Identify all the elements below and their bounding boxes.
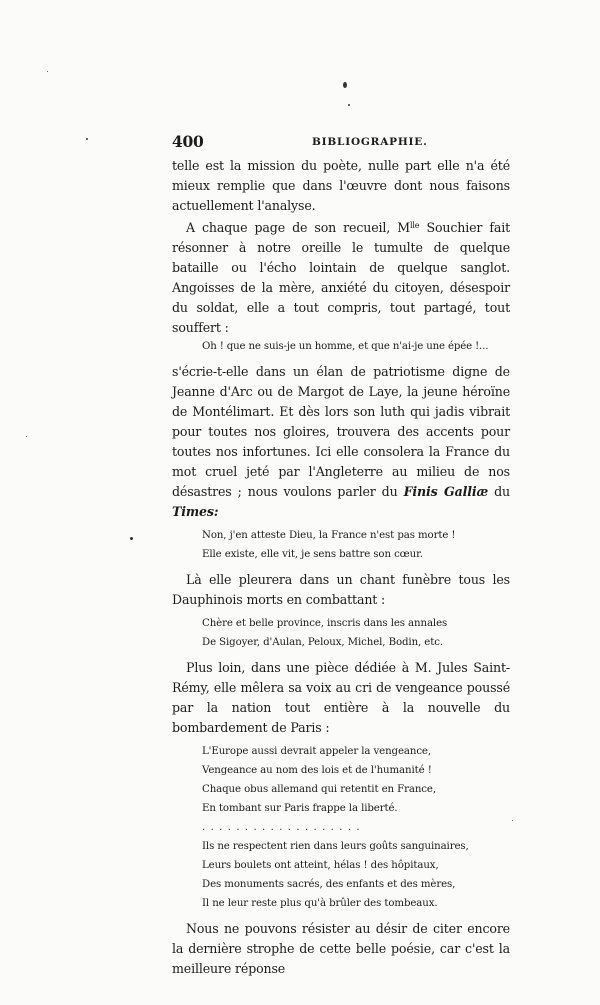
verse-line: Non, j'en atteste Dieu, la France n'est pas morte !: [202, 530, 456, 541]
paragraph-2-superscript: lle: [409, 221, 420, 230]
verse-line: Ils ne respectent rien dans leurs goûts sanguinaires,: [202, 841, 469, 852]
verse-line: De Sigoyer, d'Aulan, Peloux, Michel, Bodin, etc.: [202, 637, 443, 648]
running-head: BIBLIOGRAPHIE.: [312, 136, 428, 148]
paragraph-2-rest: Souchier fait résonner à notre oreille le tumulte de quelque bataille ou l'écho lointain de quelque sanglot. Angoisses de la mère, anxiété du citoyen, désespoir du soldat, elle a tout compris, tout partagé, tout souffert :: [172, 220, 510, 335]
verse-line: Leurs boulets ont atteint, hélas ! des hôpitaux,: [202, 860, 439, 871]
paragraph-6: Nous ne pouvons résister au désir de citer encore la dernière strophe de cette belle poésie, car c'est la meilleure réponse: [172, 921, 510, 976]
paragraph-3-italic-finis: Finis Galliæ: [403, 484, 489, 499]
verse-quote-1: Oh ! que ne suis-je un homme, et que n'ai-je une épée !...: [202, 341, 489, 352]
verse-quote-3: [172, 614, 510, 652]
verse-line: Chère et belle province, inscris dans les annales: [202, 618, 448, 629]
paragraph-5: Plus loin, dans une pièce dédiée à M. Jules Saint-Rémy, elle mêlera sa voix au cri de vengeance poussé par la nation tout entière à la nouvelle du bombardement de Paris :: [172, 660, 510, 735]
paragraph-3-start: s'écrie-t-elle dans un élan de patriotisme digne de Jeanne d'Arc ou de Margot de Laye, la jeune héroïne de Montélimart. Et dès lors son luth qui jadis vibrait pour toutes nos gloires, trouvera des accents pour toutes nos infortunes. Ici elle consolera la France du mot cruel jeté par l'Angleterre au milieu de nos désastres ; nous voulons parler du: [172, 364, 510, 499]
paragraph-2-start: A chaque page de son recueil, M: [186, 220, 410, 235]
body-text: [172, 156, 510, 979]
paragraph-1: telle est la mission du poète, nulle part elle n'a été mieux remplie que dans l'œuvre dont nous faisons actuellement l'analyse.: [172, 158, 510, 213]
verse-line: Vengeance au nom des lois et de l'humanité !: [202, 765, 432, 776]
verse-line: Chaque obus allemand qui retentit en France,: [202, 784, 436, 795]
paragraph-2: [172, 216, 510, 338]
paragraph-3-italic-times: Times:: [172, 504, 219, 519]
paragraph-4: Là elle pleurera dans un chant funèbre tous les Dauphinois morts en combattant :: [172, 572, 510, 607]
paragraph-3: [172, 362, 510, 522]
verse-line: Elle existe, elle vit, je sens battre son cœur.: [202, 549, 423, 560]
verse-line: Des monuments sacrés, des enfants et des mères,: [202, 879, 456, 890]
verse-line: L'Europe aussi devrait appeler la vengeance,: [202, 746, 431, 757]
verse-quote-2: [172, 526, 510, 564]
verse-line: En tombant sur Paris frappe la liberté.: [202, 803, 398, 814]
paragraph-3-mid: du: [488, 484, 510, 499]
verse-line: Il ne leur reste plus qu'à brûler des tombeaux.: [202, 898, 438, 909]
verse-quote-4: [172, 742, 510, 913]
ellipsis-dots: ...................: [202, 822, 365, 833]
page-number: 400: [172, 132, 204, 151]
page-header: [172, 132, 512, 154]
